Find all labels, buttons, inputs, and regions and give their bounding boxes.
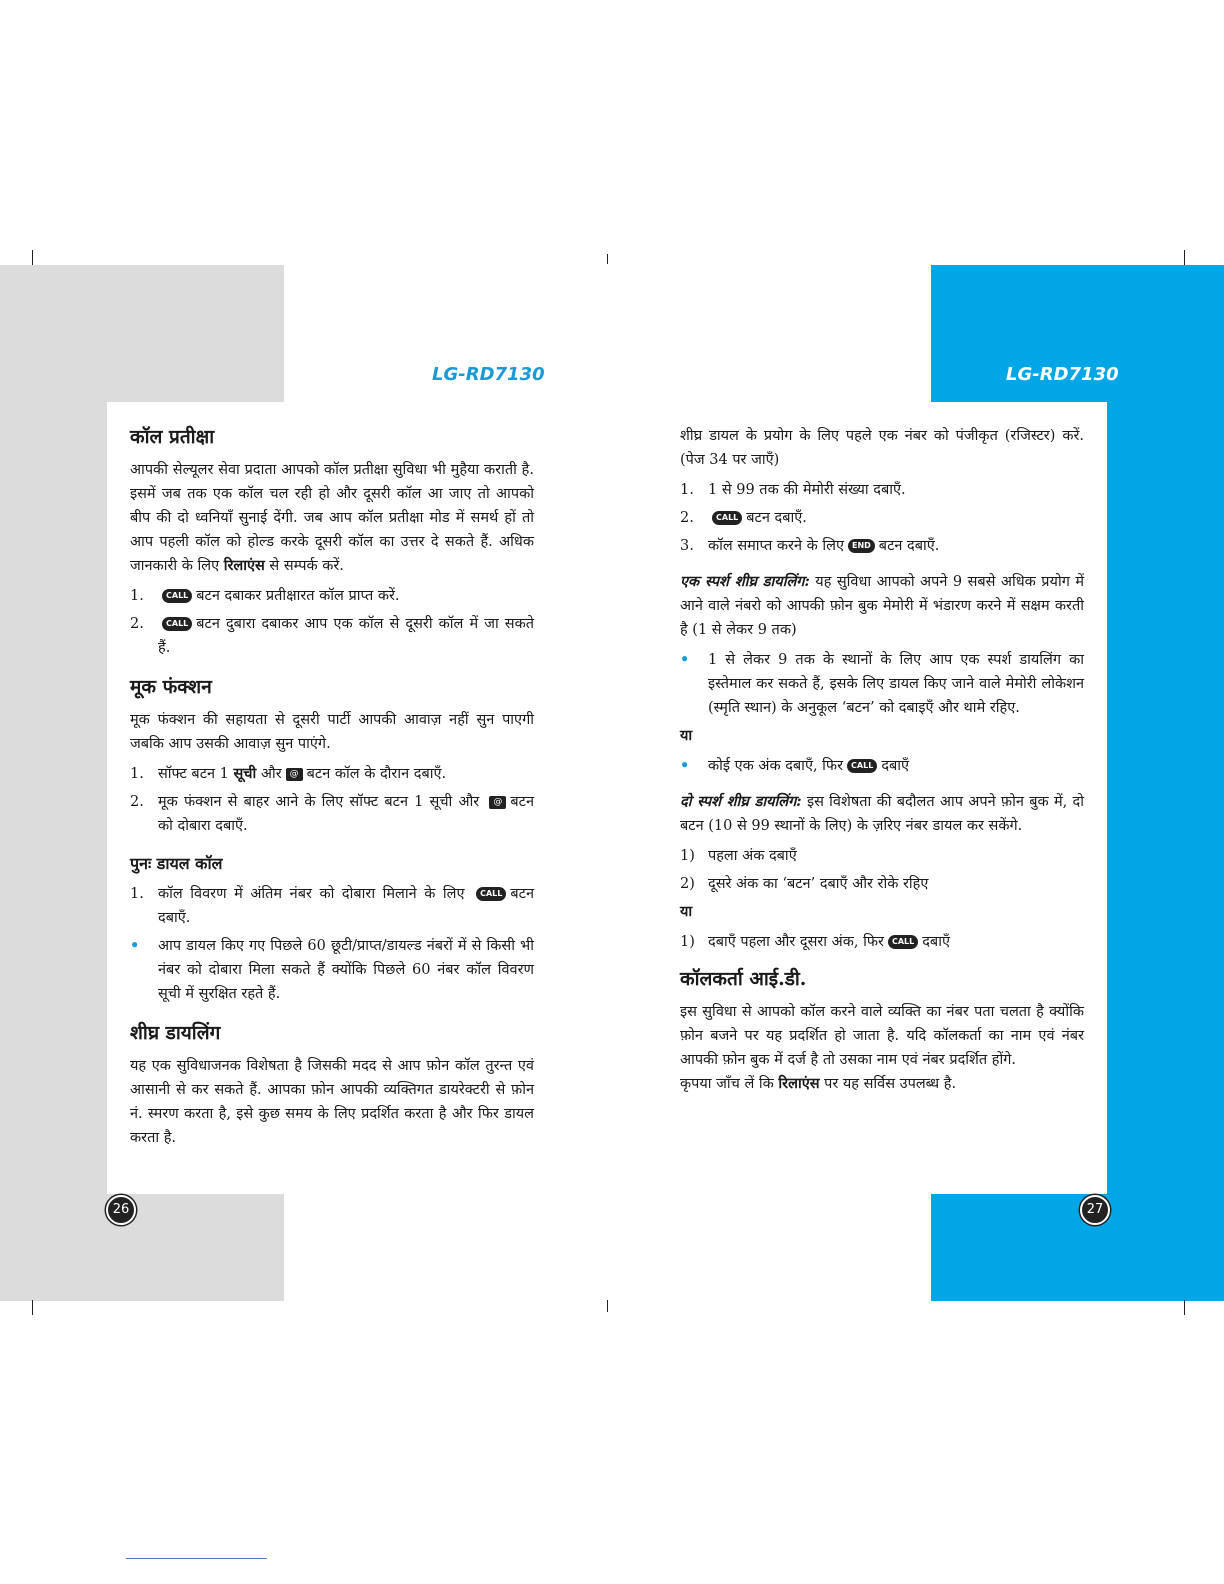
reliance-name: रिलाएंस [223,557,265,574]
step-text [158,882,534,930]
call-key-icon: CALL [888,935,918,949]
list-item [130,612,534,660]
list-item [680,930,1084,954]
step-text [158,790,534,838]
bullet-icon: • [680,757,690,774]
step-text [158,584,534,608]
step-number: 2) [680,876,695,892]
list-item [680,844,1084,868]
step-text: पहला अंक दबाएँ [708,848,797,864]
bullet-text [708,754,1084,778]
step-label: दबाएँ [922,934,950,950]
step-label: बटन को दोबारा दबाएँ. [158,794,535,834]
left-column [130,424,534,1156]
list-item [680,872,1084,896]
call-waiting-title: कॉल प्रतीक्षा [130,426,215,448]
step-label: और [260,766,282,782]
step-number: 1. [130,886,144,902]
note-text: कृपया जाँच लें कि [680,1076,774,1092]
list-item [680,754,1084,778]
step-label: कॉल विवरण में अंतिम नंबर को दोबारा मिलाने के लिए [158,886,465,902]
crop-mark [607,254,608,264]
list-item [130,762,534,786]
list-item [130,790,534,838]
step-text: दूसरे अंक का ‘बटन’ दबाएँ और रोके रहिए [708,876,929,892]
list-item [680,534,1084,558]
bottom-rule [126,1558,267,1559]
two-touch-label: दो स्पर्श शीघ्र डायलिंग: [680,793,802,810]
step-text: 1 से 99 तक की मेमोरी संख्या दबाएँ. [708,482,906,498]
step-number: 3. [680,538,694,554]
crop-mark [32,250,33,265]
step-number: 1. [680,482,694,498]
list-item [130,882,534,930]
step-text [158,762,534,786]
menu-key-icon: @ [286,768,303,781]
one-touch-label: एक स्पर्श शीघ्र डायलिंग: [680,573,810,590]
step-label: बटन दबाएँ. [878,538,940,554]
step-label: मूक फंक्शन से बाहर आने के लिए सॉफ्ट बटन 1 सूची और [158,794,480,810]
right-column [680,424,1084,1102]
speed-dial-intro: शीघ्र डायल के प्रयोग के लिए पहले एक नंबर को पंजीकृत (रजिस्टर) करें. (पेज 34 पर जाएँ) [680,428,1084,468]
caller-id-title: कॉलकर्ता आई.डी. [680,968,807,990]
one-touch-text: यह सुविधा आपको अपने 9 सबसे अधिक प्रयोग में आने वाले नंबरो को आपकी फ़ोन बुक मेमोरी में भंडारण करने में सक्षम करती है (1 से लेकर 9 तक) [680,574,1084,638]
step-text [158,612,534,660]
bullet-text: 1 से लेकर 9 तक के स्थानों के लिए आप एक स्पर्श डायलिंग का इस्तेमाल कर सकते हैं, इसके लिए डायल किए जाने वाले मेमोरी लोकेशन (स्मृति स्थान) के अनुकूल ‘बटन’ को दबाइएँ और थामे रहिए. [708,652,1084,716]
bullet-text: आप डायल किए गए पिछले 60 छूटी/प्राप्त/डायल्ड नंबरों में से किसी भी नंबर को दोबारा मिला सकते हैं क्योंकि पिछले 60 नंबर कॉल विवरण सूची में सुरक्षित रहते हैं. [158,938,534,1002]
speed-dial-paragraph: यह एक सुविधाजनक विशेषता है जिसकी मदद से आप फ़ोन कॉल तुरन्त एवं आसानी से कर सकते हैं. आपका फ़ोन आपकी व्यक्तिगत डायरेक्टरी से फ़ोन नं. स्मरण करता है, इसे कुछ समय के लिए प्रदर्शित करता है और फिर डायल करता है. [130,1058,534,1146]
step-label: बटन दबाएँ. [158,886,534,926]
step-label: कॉल समाप्त करने के लिए [708,538,844,554]
step-label: बटन दुबारा दबाकर आप एक कॉल से दूसरी कॉल में जा सकते हैं. [158,616,534,656]
right-model-header: LG-RD7130 [1006,364,1119,385]
call-key-icon: CALL [162,589,192,603]
call-waiting-text: आपकी सेल्यूलर सेवा प्रदाता आपको कॉल प्रतीक्षा सुविधा भी मुहैया कराती है. इसमें जब तक एक कॉल चल रही हो और दूसरी कॉल आ जाए तो आपको बीप की दो ध्वनियाँ सुनाई देंगी. जब आप कॉल प्रतीक्षा मोड में समर्थ हों तो आप पहली कॉल को होल्ड करके दूसरी कॉल का उत्तर दे सकते हैं. अधिक जानकारी के लिए [130,462,534,574]
list-item [680,478,1084,502]
bullet-icon: • [680,651,690,668]
call-key-icon: CALL [712,511,742,525]
call-key-icon: CALL [476,887,506,901]
crop-mark [607,1300,608,1312]
crop-mark [1184,1300,1185,1315]
list-item [130,934,534,1006]
two-touch-text: इस विशेषता की बदौलत आप अपने फ़ोन बुक में, दो बटन (10 से 99 स्थानों के लिए) के ज़रिए नंबर डायल कर सकेंगे. [680,794,1084,834]
step-text [708,534,1084,558]
step-label: कोई एक अंक दबाएँ, फिर [708,758,844,774]
call-waiting-paragraph [130,458,534,578]
page-number-right: 27 [1080,1195,1110,1225]
one-touch-paragraph [680,570,1084,642]
step-number: 2. [130,794,144,810]
page-number-left: 26 [106,1195,136,1225]
or-label: या [680,727,693,744]
call-key-icon: CALL [162,617,192,631]
step-number: 1) [680,848,695,864]
crop-mark [1184,250,1185,265]
list-word: सूची [233,765,257,782]
bullet-icon: • [130,937,140,954]
step-label: दबाएँ [881,758,910,774]
end-key-icon: END [848,539,875,553]
step-label: दबाएँ पहला और दूसरा अंक, फिर [708,934,884,950]
crop-mark [32,1300,33,1315]
list-item [130,584,534,608]
list-item [680,648,1084,720]
call-key-icon: CALL [847,759,877,773]
caller-id-paragraph: इस सुविधा से आपको कॉल करने वाले व्यक्ति का नंबर पता चलता है क्योंकि फ़ोन बजने पर यह प्रदर्शित हो जाता है. यदि कॉलकर्ता का नाम एवं नंबर आपकी फ़ोन बुक में दर्ज है तो उसका नाम एवं नंबर प्रदर्शित होंगे. [680,1004,1084,1068]
call-waiting-text-end: से सम्पर्क करें. [269,558,344,574]
step-number: 2. [130,616,144,632]
speed-dial-title: शीघ्र डायलिंग [130,1022,221,1044]
mute-title: मूक फंक्शन [130,676,212,698]
step-label: बटन दबाकर प्रतीक्षारत कॉल प्राप्त करें. [196,588,400,604]
redial-title: पुनः डायल कॉल [130,854,223,873]
step-number: 1. [130,766,144,782]
step-label: बटन दबाएँ. [746,510,807,526]
reliance-name: रिलाएंस [778,1075,820,1092]
two-touch-paragraph [680,790,1084,838]
step-label: सॉफ्ट बटन 1 [158,766,229,782]
caller-id-note [680,1072,1084,1096]
step-text [708,506,1084,530]
menu-key-icon: @ [489,796,506,809]
mute-paragraph: मूक फंक्शन की सहायता से दूसरी पार्टी आपकी आवाज़ नहीं सुन पाएगी जबकि आप उसकी आवाज़ सुन पाएंगे. [130,712,534,752]
list-item [680,506,1084,530]
note-text: पर यह सर्विस उपलब्ध है. [824,1076,957,1092]
step-number: 1. [130,588,144,604]
step-label: बटन कॉल के दौरान दबाएँ. [306,766,447,782]
step-number: 1) [680,934,695,950]
step-text [708,930,1084,954]
or-label: या [680,903,693,920]
step-number: 2. [680,510,694,526]
left-model-header: LG-RD7130 [432,364,545,385]
